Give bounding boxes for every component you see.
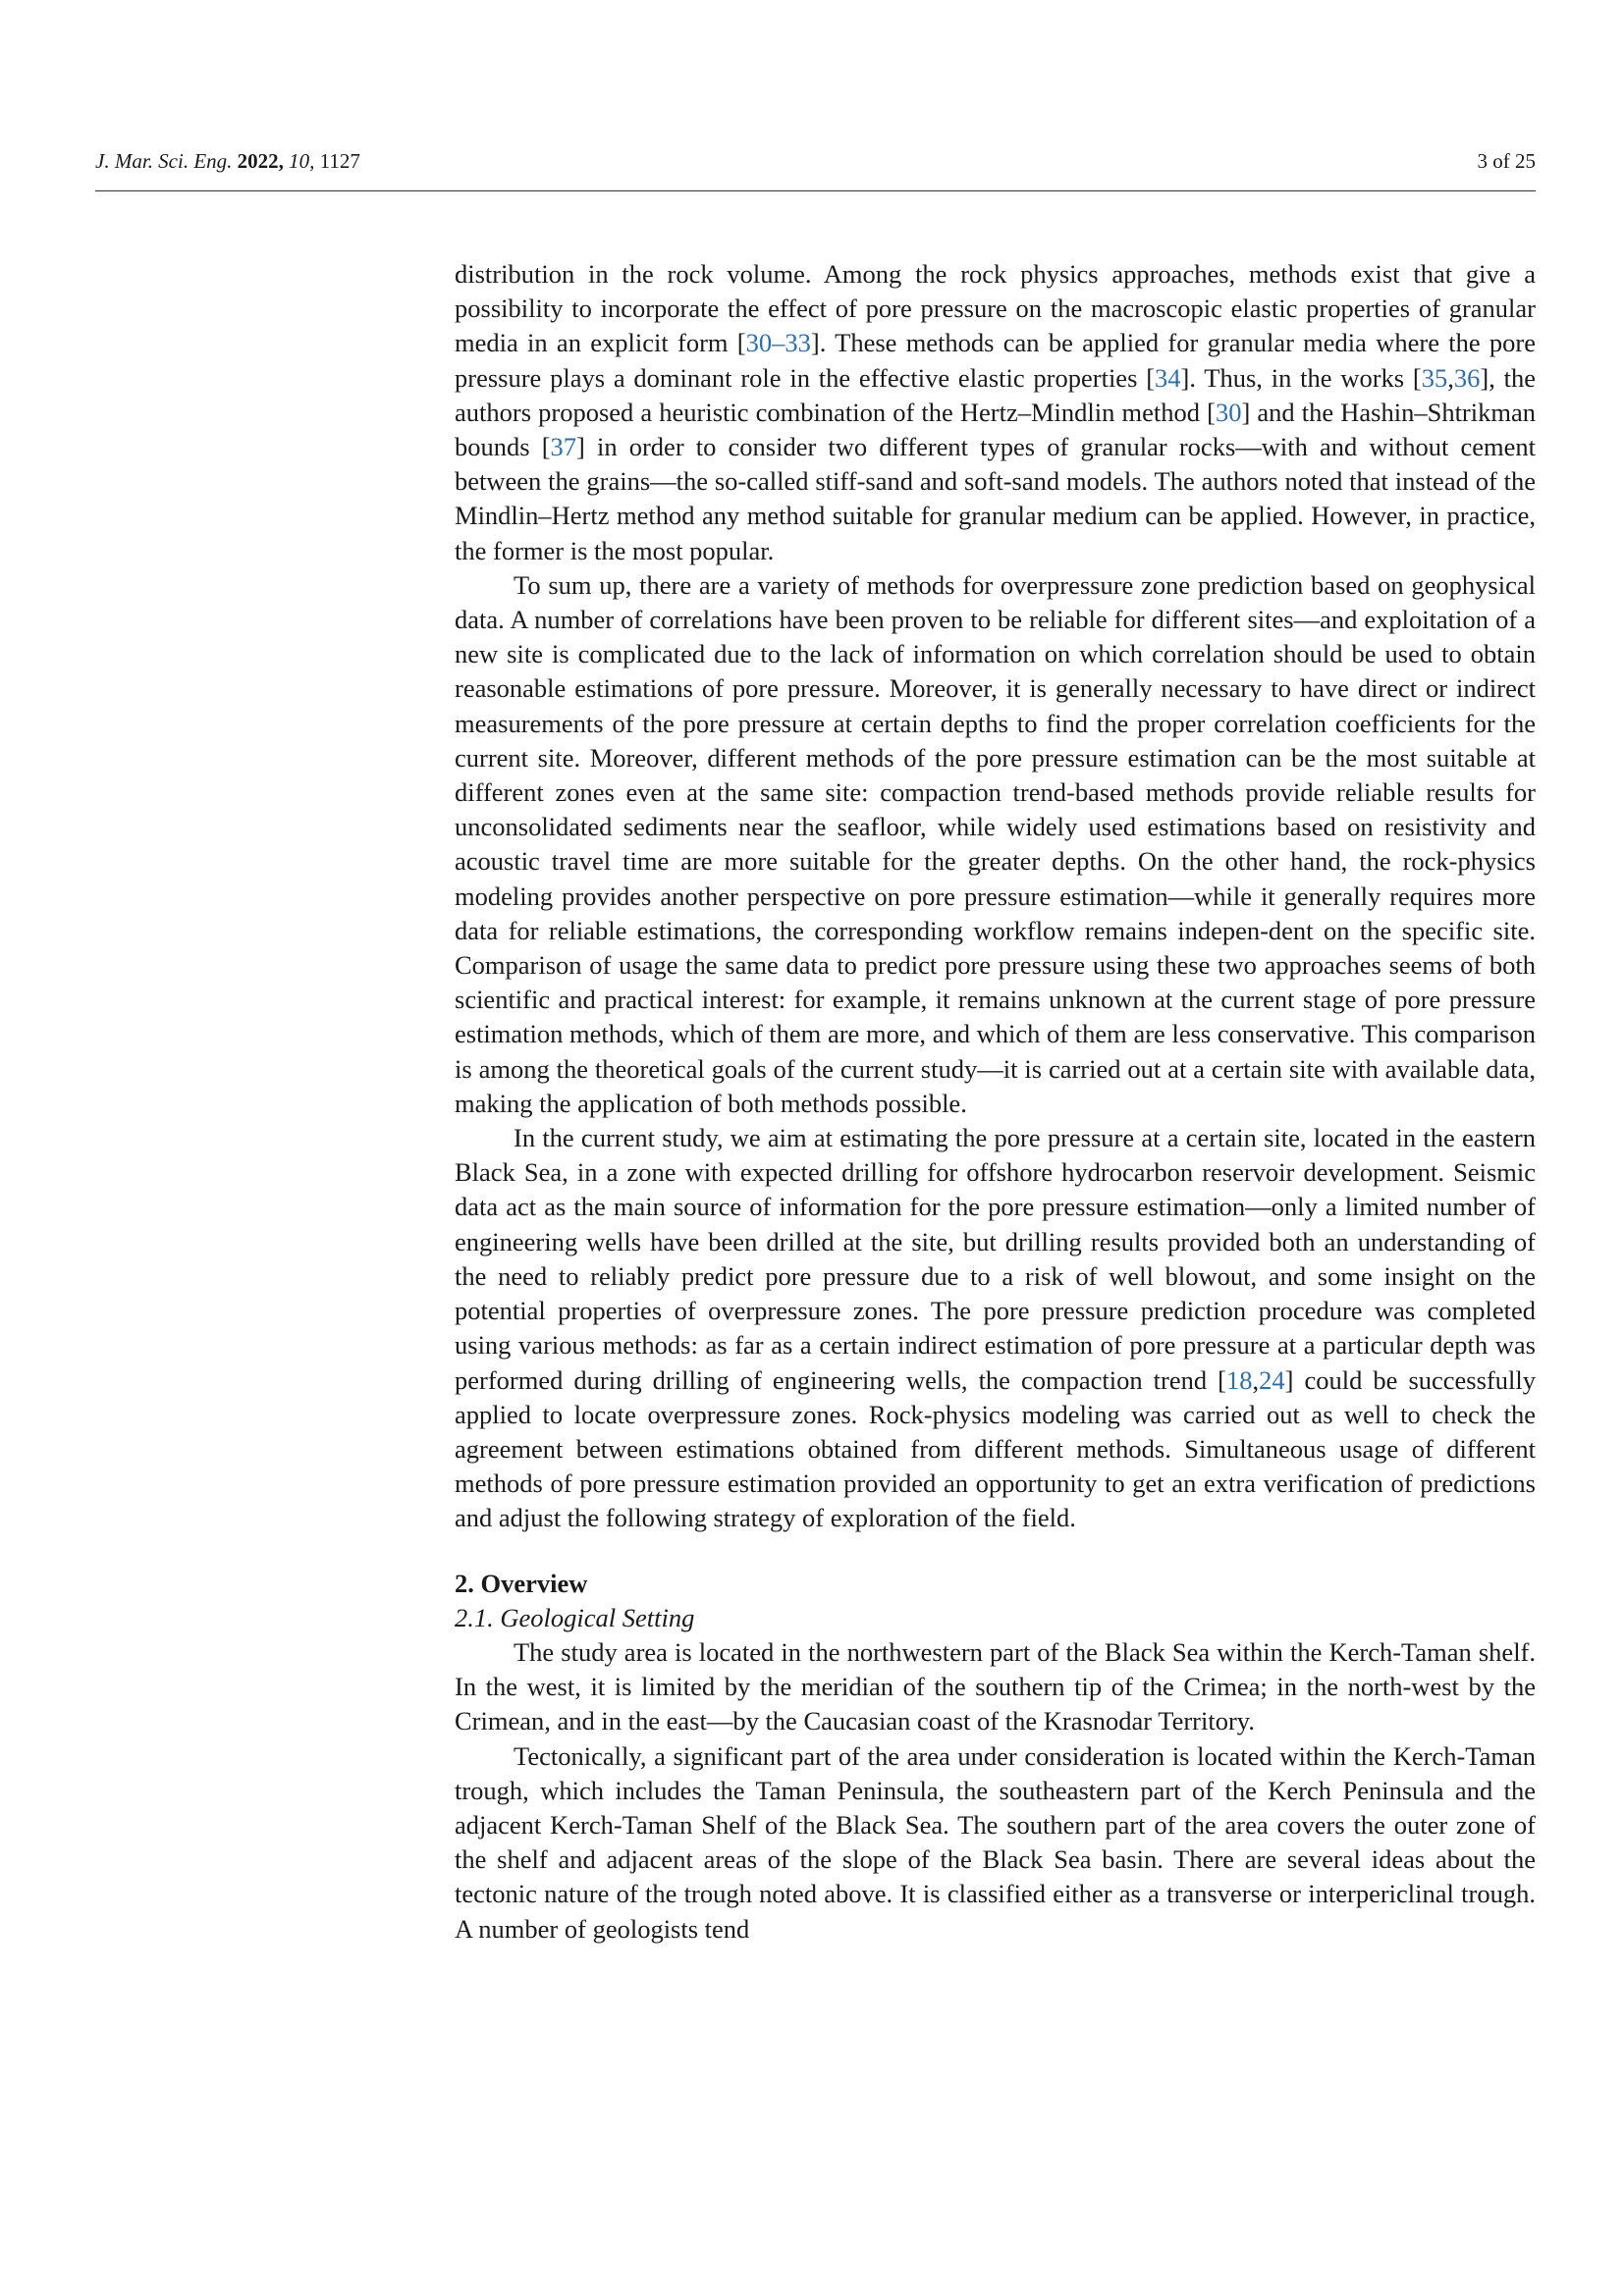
paragraph-current-study <box>455 1121 1536 1535</box>
paragraph-text: ] in order to consider two different types of granular rocks—with and without cement between the grains—the so-called stiff-sand and soft-sand models. The authors noted that instead of the Mindlin–Hertz method any method suitable for granular medium can be applied. However, in practice, the former is the most popular. <box>455 432 1537 565</box>
paragraph-rock-physics <box>455 257 1536 568</box>
citation-link[interactable]: 30–33 <box>745 328 811 358</box>
paragraph-text: ]. Thus, in the works [ <box>1180 362 1422 393</box>
journal-citation <box>95 149 360 174</box>
section-heading-overview: 2. Overview <box>455 1568 588 1598</box>
citation-link[interactable]: 34 <box>1155 362 1181 393</box>
paragraph-text: , <box>1252 1364 1260 1395</box>
citation-link[interactable]: 36 <box>1453 362 1481 393</box>
journal-name: J. Mar. Sci. Eng. <box>95 149 233 173</box>
citation-link[interactable]: 37 <box>550 432 577 462</box>
paragraph-text: In the current study, we aim at estimating the pore pressure at a certain site, located in the eastern Black Sea, in a zone with expected drilling for offshore hydrocarbon reservoir development. Seismic data act as the main source of information for the pore pressure estimation—only a limited number of engineering wells have been drilled at the site, but drilling results provided both an understanding of the need to reliably predict pore pressure due to a risk of well blowout, and some insight on the potential properties of overpressure zones. The pore pressure prediction procedure was completed using various methods: as far as a certain indirect estimation of pore pressure at a particular depth was performed during drilling of engineering wells, the compaction trend [ <box>455 1123 1536 1395</box>
citation-link[interactable]: 30 <box>1215 397 1242 427</box>
citation-link[interactable]: 35 <box>1421 362 1448 393</box>
paragraph-study-area <box>455 1635 1536 1739</box>
paragraph-text: ], the authors proposed a heuristic combination of the Hertz–Mindlin method [ <box>455 362 1537 427</box>
running-header <box>95 149 1536 190</box>
citation-link[interactable]: 18 <box>1225 1364 1253 1395</box>
subsection-heading-geological-setting: 2.1. Geological Setting <box>455 1602 695 1632</box>
paragraph-text: distribution in the rock volume. Among the rock physics approaches, methods exist that give a possibility to incorporate the effect of pore pressure on the macroscopic elastic properties of granular media in an explicit form [ <box>455 259 1536 358</box>
paragraph-text: The study area is located in the northwestern part of the Black Sea within the Kerch-Taman shelf. In the west, it is limited by the meridian of the southern tip of the Crimea; in the north-west by the Crimean, and in the east—by the Caucasian coast of the Krasnodar Territory. <box>455 1636 1536 1736</box>
page-number: 3 of 25 <box>1477 149 1536 173</box>
paragraph-text: ] and the Hashin–Shtrikman bounds [ <box>455 397 1536 462</box>
journal-volume: 10, <box>289 149 315 173</box>
journal-year: 2022, <box>237 149 284 173</box>
paragraph-text: ] could be successfully applied to locate overpressure zones. Rock-physics modeling was carried out as well to check the agreement between estimations obtained from different methods. Simultaneous usage of different methods of pore pressure estimation provided an opportunity to get an extra verification of predictions and adjust the following strategy of exploration of the field. <box>455 1364 1536 1533</box>
main-text <box>455 257 1536 1947</box>
citation-link[interactable]: 24 <box>1259 1364 1285 1395</box>
article-number: 1127 <box>319 149 360 173</box>
paragraph-text: To sum up, there are a variety of methods for overpressure zone prediction based on geophysical data. A number of correlations have been proven to be reliable for different sites—and exploitation of a new site is complicated due to the lack of information on which correlation should be used to obtain reasonable estimations of pore pressure. Moreover, it is generally necessary to have direct or indirect measurements of the pore pressure at certain depths to find the proper correlation coefficients for the current site. Moreover, different methods of the pore pressure estimation can be the most suitable at different zones even at the same site: compaction trend-based methods provide reliable results for unconsolidated sediments near the seafloor, while widely used estimations based on resistivity and acoustic travel time are more suitable for the greater depths. On the other hand, the rock-physics modeling provides another perspective on pore pressure estimation—while it generally requires more data for reliable estimations, the corresponding workflow remains indepen-dent on the specific site. Comparison of usage the same data to predict pore pressure using these two approaches seems of both scientific and practical interest: for example, it remains unknown at the current stage of pore pressure estimation methods, which of them are more, and which of them are less conservative. This comparison is among the theoretical goals of the current study—it is carried out at a certain site with available data, making the application of both methods possible. <box>455 569 1536 1118</box>
paragraph-text: Tectonically, a significant part of the area under consideration is located within the Kerch-Taman trough, which includes the Taman Peninsula, the southeastern part of the Kerch Peninsula and the adjacent Kerch-Taman Shelf of the Black Sea. The southern part of the area covers the outer zone of the shelf and adjacent areas of the slope of the Black Sea basin. There are several ideas about the tectonic nature of the trough noted above. It is classified either as a transverse or interpericlinal trough. A number of geologists tend <box>455 1740 1536 1944</box>
paragraph-text: , <box>1447 362 1454 393</box>
paragraph-tectonics <box>455 1739 1536 1947</box>
header-divider <box>95 190 1536 191</box>
paragraph-text: ]. These methods can be applied for granular media where the pore pressure plays a dominant role in the effective elastic properties [ <box>455 328 1536 393</box>
paragraph-summary <box>455 568 1536 1121</box>
